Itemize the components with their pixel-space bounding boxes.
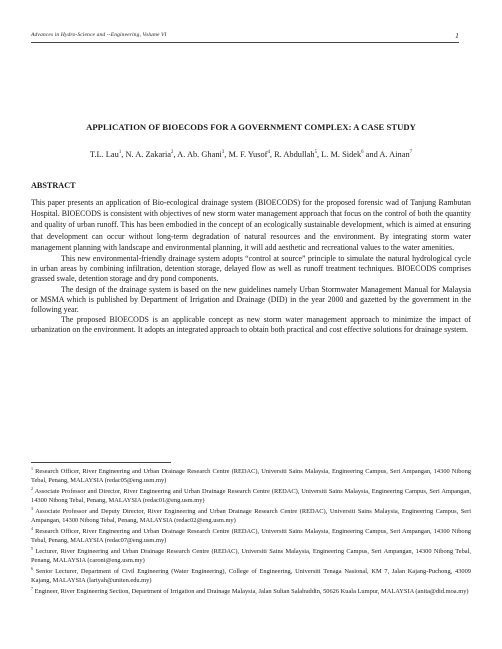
footnote: [31, 565, 471, 585]
footnote-text: Engineer, River Engineering Section, Department of Irrigation and Drainage Malaysia, Jalan Sultan Salahuddin, 50626 Kuala Lumpur, MALAYSIA (anita@did.moa.my): [34, 588, 469, 596]
author-name: R. Abdullah: [274, 150, 315, 159]
footnote-mark: 6: [31, 566, 33, 572]
footnote: [31, 585, 471, 597]
footnote-text: Associate Professor and Director, River Engineering and Urban Drainage Research Centre (REDAC), Universiti Sains Malaysia, Engineering Campus, Seri Ampangan, 14300 Nibong Tebal, Penang, MALAYSIA (redac01@eng.usm.my): [31, 488, 471, 504]
author-separator: and: [363, 150, 380, 159]
footnote-mark: 1: [31, 466, 33, 471]
footnote-mark: 3: [31, 506, 33, 512]
author-affiliation-mark: 1: [118, 150, 122, 156]
footnote: [31, 505, 471, 525]
author-name: T.L. Lau: [89, 150, 119, 159]
author-affiliation-mark: 4: [267, 150, 270, 156]
author-name: N. A. Zakaria: [125, 150, 172, 159]
author-separator: ,: [173, 150, 178, 159]
footnote-text: Research Officer, River Engineering and Urban Drainage Research Centre (REDAC), Universiti Sains Malaysia, Engineering Campus, Seri Ampangan, 14300 Nibong Tebal, Penang, MALAYSIA (redac05@eng.usm.my): [31, 468, 471, 484]
footnote: [31, 525, 471, 545]
footnote: [31, 465, 471, 485]
footnote-mark: 5: [31, 546, 33, 552]
abstract-paragraph: This new environmental-friendly drainage system adopts “control at source” principle to simulate the natural hydrological cycle in urban areas by combining infiltration, detention storage, delayed flow as well as runoff treatment techniques. BIOECODS comprises grassed swale, detention storage and dry pond components.: [31, 254, 471, 283]
author-affiliation-mark: 7: [409, 150, 413, 156]
author-separator: ,: [316, 150, 322, 159]
abstract-paragraph: The design of the drainage system is based on the new guidelines namely Urban Stormwater Management Manual for Malaysia or MSMA which is published by Department of Irrigation and Drainage (DID) in the year 2000 and gazetted by the government in the following year.: [31, 284, 471, 314]
paper-title: APPLICATION OF BIOECODS FOR A GOVERNMENT COMPLEX: A CASE STUDY: [86, 122, 416, 132]
author-list: [31, 150, 471, 159]
journal-name: Advances in Hydro-Science and --Engineering, Volume VI: [31, 32, 167, 38]
author-affiliation-mark: 6: [361, 150, 364, 156]
footnote-text: Senior Lecturer, Department of Civil Engineering (Water Engineering), College of Engineering, Universiti Tenaga Nasional, KM 7, Jalan Kajang-Puchong, 43009 Kajang, MALAYSIA (lariyah@uniten.edu.my): [31, 568, 471, 584]
abstract-paragraph: The proposed BIOECODS is an applicable concept as new storm water management approach to minimize the impact of urbanization on the environment. It adopts an integrated approach to obtain both practical and cost effective solutions for drainage system.: [31, 315, 471, 335]
author-separator: ,: [269, 150, 275, 159]
footnote-mark: 4: [31, 526, 33, 532]
author-name: M. F. Yusof: [228, 150, 268, 159]
footnote-text: Research Officer, River Engineering and Urban Drainage Research Centre (REDAC), Universiti Sains Malaysia, Engineering Campus, Seri Ampangan, 14300 Nibong Tebal, Penang, MALAYSIA (redac07@eng.usm.my): [31, 528, 471, 544]
author-name: L. M. Sidek: [321, 150, 362, 159]
header-rule: [31, 42, 459, 43]
author-affiliation-mark: 3: [221, 150, 225, 156]
author-name: A. Ainan: [379, 150, 410, 159]
footnote-mark: 7: [31, 586, 33, 592]
footnote: [31, 485, 471, 505]
author-affiliation-mark: 2: [171, 150, 174, 156]
footnote: [31, 545, 471, 565]
footnotes: [31, 465, 471, 597]
abstract-paragraph: This paper presents an application of Bio-ecological drainage system (BIOECODS) for the proposed forensic wad of Tanjung Rambutan Hospital. BIOECODS is consistent with objectives of new storm water management approach that focus on the control of both the quantity and quality of urban runoff. This has been embodied in the concept of an ecologically sustainable development, which is aimed at ensuring that development can occur without long-term degradation of natural resources and the environment. By integrating storm water management planning with landscape and environmental planning, it will add aesthetic and recreational values to the water amenities.: [31, 198, 471, 252]
author-separator: ,: [224, 150, 229, 159]
author-separator: ,: [121, 150, 126, 159]
abstract-body: [31, 197, 471, 335]
author-affiliation-mark: 5: [314, 150, 317, 156]
abstract-heading: ABSTRACT: [31, 181, 76, 190]
footnote-text: Associate Professor and Deputy Director, River Engineering and Urban Drainage Research Centre (REDAC), Universiti Sains Malaysia, Engineering Campus, Seri Ampangan, 14300 Nibong Tebal, Penang, MALAYSIA (redac02@eng.usm.my): [31, 508, 471, 524]
author-name: A. Ab. Ghani: [177, 150, 222, 159]
footnote-text: Lecturer, River Engineering and Urban Drainage Research Centre (REDAC), Universiti Sains Malaysia, Engineering Campus, Seri Ampangan, 14300 Nibong Tebal, Penang, MALAYSIA (caroni@eng.usm.my): [31, 548, 471, 564]
running-header: [31, 32, 459, 38]
footnote-rule: [31, 462, 171, 463]
footnote-mark: 2: [31, 486, 33, 492]
page-number: 1: [455, 31, 459, 40]
